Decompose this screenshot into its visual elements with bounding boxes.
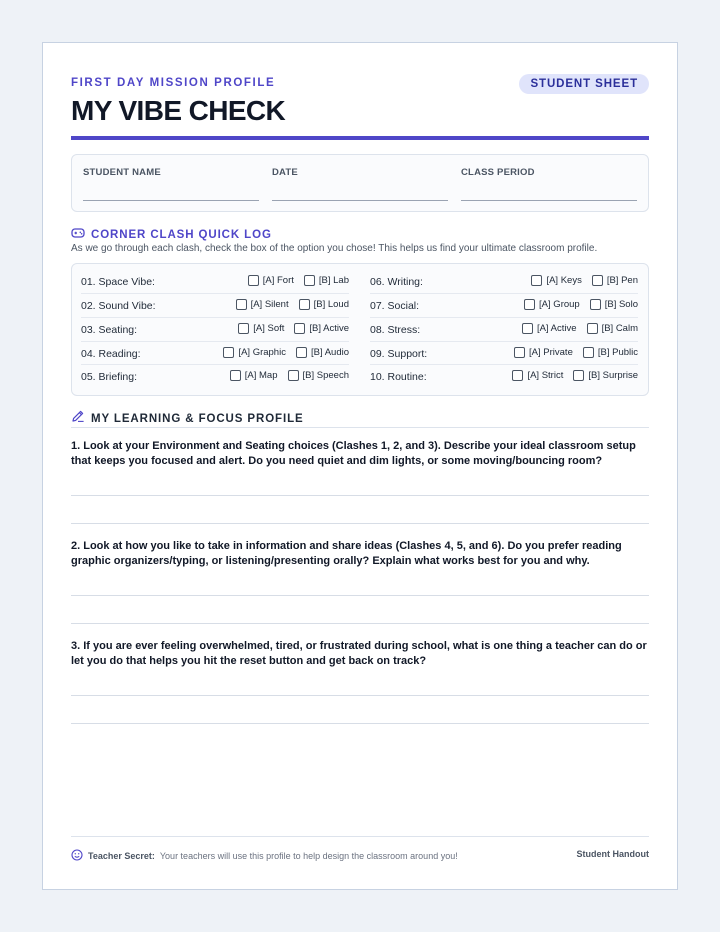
footer-divider	[71, 836, 649, 837]
option-b-label: [B] Lab	[318, 275, 349, 286]
clash-question: 10. Routine:	[370, 371, 427, 383]
option-b[interactable]	[294, 323, 349, 334]
quick-log-row	[370, 321, 638, 341]
worksheet-page	[42, 42, 678, 890]
row-divider	[81, 364, 349, 365]
date-label: DATE	[272, 167, 298, 178]
option-b[interactable]	[288, 370, 349, 381]
footer-note	[71, 849, 458, 863]
option-a-label: [A] Map	[244, 370, 278, 381]
option-a-checkbox[interactable]	[230, 370, 241, 381]
option-b-checkbox[interactable]	[592, 275, 603, 286]
option-a-label: [A] Graphic	[238, 347, 286, 358]
student-name-label: STUDENT NAME	[83, 167, 161, 178]
option-a[interactable]	[531, 275, 581, 286]
option-b-label: [B] Audio	[310, 347, 349, 358]
student-sheet-badge: STUDENT SHEET	[519, 74, 649, 94]
clash-options	[230, 370, 349, 381]
quick-log-title: CORNER CLASH QUICK LOG	[91, 229, 272, 241]
option-b[interactable]	[583, 347, 638, 358]
option-b-checkbox[interactable]	[573, 370, 584, 381]
option-a-label: [A] Group	[539, 299, 580, 310]
option-b[interactable]	[304, 275, 349, 286]
student-name-field[interactable]	[83, 167, 259, 178]
gamepad-icon	[71, 226, 85, 244]
quick-log-row	[81, 297, 349, 317]
clash-question: 03. Seating:	[81, 324, 138, 336]
title-divider	[71, 136, 649, 140]
date-field[interactable]	[272, 167, 448, 178]
row-divider	[370, 341, 638, 342]
option-a-label: [A] Fort	[262, 275, 294, 286]
row-divider	[370, 364, 638, 365]
quick-log-heading	[71, 226, 272, 244]
clash-options	[531, 275, 638, 286]
option-b-checkbox[interactable]	[296, 347, 307, 358]
row-divider	[81, 293, 349, 294]
option-a-checkbox[interactable]	[522, 323, 533, 334]
clash-options	[512, 370, 638, 381]
clash-options	[238, 323, 349, 334]
class-period-line	[461, 200, 637, 201]
option-b-checkbox[interactable]	[590, 299, 601, 310]
option-a-checkbox[interactable]	[531, 275, 542, 286]
option-a-label: [A] Soft	[253, 323, 285, 334]
answer-line[interactable]	[71, 723, 649, 724]
option-b[interactable]	[299, 299, 349, 310]
option-b-checkbox[interactable]	[288, 370, 299, 381]
quick-log-box	[71, 263, 649, 396]
profile-title: MY LEARNING & FOCUS PROFILE	[91, 412, 304, 425]
option-a-label: [A] Strict	[527, 370, 564, 381]
question-1: 1. Look at your Environment and Seating choices (Clashes 1, 2, and 3). Describe your ideal classroom setup that keeps you focused and alert. Do you need quiet and dim lights, or some moving/bouncing room?	[71, 440, 636, 467]
option-b-label: [B] Speech	[302, 370, 349, 381]
option-b-checkbox[interactable]	[299, 299, 310, 310]
option-b[interactable]	[592, 275, 638, 286]
option-a[interactable]	[236, 299, 289, 310]
page-title: MY VIBE CHECK	[71, 95, 286, 126]
option-a[interactable]	[524, 299, 580, 310]
class-period-field[interactable]	[461, 167, 637, 178]
clash-question: 06. Writing:	[370, 276, 423, 288]
answer-line[interactable]	[71, 695, 649, 696]
quick-log-row	[370, 273, 638, 293]
footer-handout-label: Student Handout	[576, 849, 649, 859]
question-3: 3. If you are ever feeling overwhelmed, tired, or frustrated during school, what is one thing a teacher can do or let you do that helps you hit the reset button and get back on track?	[71, 640, 647, 667]
profile-heading	[71, 409, 304, 428]
class-period-label: CLASS PERIOD	[461, 167, 535, 178]
pencil-icon	[71, 409, 85, 428]
row-divider	[370, 293, 638, 294]
smiley-icon	[71, 849, 83, 863]
answer-line[interactable]	[71, 523, 649, 524]
clash-question: 07. Social:	[370, 300, 420, 312]
option-a-checkbox[interactable]	[524, 299, 535, 310]
quick-log-row	[81, 321, 349, 341]
row-divider	[81, 317, 349, 318]
date-line	[272, 200, 448, 201]
option-a[interactable]	[512, 370, 563, 381]
option-a-checkbox[interactable]	[223, 347, 234, 358]
clash-question: 01. Space Vibe:	[81, 276, 155, 288]
answer-line[interactable]	[71, 495, 649, 496]
student-name-line	[83, 200, 259, 201]
option-b-label: [B] Loud	[313, 299, 349, 310]
clash-options	[248, 275, 349, 286]
answer-line[interactable]	[71, 595, 649, 596]
option-b-checkbox[interactable]	[587, 323, 598, 334]
row-divider	[81, 341, 349, 342]
option-b[interactable]	[587, 323, 638, 334]
clash-options	[236, 299, 349, 310]
student-info-box	[71, 154, 649, 212]
option-a-checkbox[interactable]	[512, 370, 523, 381]
profile-divider	[71, 427, 649, 428]
option-b-label: [B] Active	[309, 323, 349, 334]
clash-options	[223, 347, 349, 358]
option-a-label: [A] Silent	[250, 299, 289, 310]
option-a-label: [A] Active	[536, 323, 577, 334]
option-a-label: [A] Private	[529, 347, 573, 358]
option-b-checkbox[interactable]	[294, 323, 305, 334]
option-b[interactable]	[590, 299, 638, 310]
clash-options	[522, 323, 638, 334]
row-divider	[370, 317, 638, 318]
clash-question: 08. Stress:	[370, 324, 421, 336]
answer-line[interactable]	[71, 623, 649, 624]
clash-question: 04. Reading:	[81, 348, 141, 360]
option-b-label: [B] Pen	[606, 275, 638, 286]
clash-question: 05. Briefing:	[81, 371, 138, 383]
option-a[interactable]	[230, 370, 278, 381]
teacher-secret-label: Teacher Secret:	[88, 851, 155, 861]
option-b-label: [B] Solo	[604, 299, 638, 310]
teacher-secret-text: Your teachers will use this profile to help design the classroom around you!	[159, 851, 458, 861]
option-b-label: [B] Public	[597, 347, 638, 358]
option-a[interactable]	[522, 323, 577, 334]
option-b-label: [B] Surprise	[588, 370, 638, 381]
quick-log-row	[370, 368, 638, 388]
quick-log-row	[370, 297, 638, 317]
option-b[interactable]	[296, 347, 349, 358]
option-b[interactable]	[573, 370, 638, 381]
option-a-checkbox[interactable]	[514, 347, 525, 358]
clash-question: 02. Sound Vibe:	[81, 300, 156, 312]
question-2: 2. Look at how you like to take in information and share ideas (Clashes 4, 5, and 6). Do you prefer reading graphic organizers/typing, or listening/presenting orally? Explain what works best for you and why.	[71, 540, 622, 567]
page-eyebrow: FIRST DAY MISSION PROFILE	[71, 77, 276, 89]
quick-log-row	[370, 345, 638, 365]
option-a[interactable]	[238, 323, 284, 334]
option-b-checkbox[interactable]	[304, 275, 315, 286]
option-a[interactable]	[223, 347, 286, 358]
option-a[interactable]	[514, 347, 573, 358]
quick-log-row	[81, 368, 349, 388]
option-a-label: [A] Keys	[546, 275, 582, 286]
option-a-checkbox[interactable]	[238, 323, 249, 334]
clash-options	[514, 347, 638, 358]
quick-log-row	[81, 273, 349, 293]
option-a[interactable]	[248, 275, 294, 286]
quick-log-description: As we go through each clash, check the box of the option you chose! This helps us find your ultimate classroom profile.	[71, 243, 598, 254]
clash-options	[524, 299, 638, 310]
quick-log-row	[81, 345, 349, 365]
option-a-checkbox[interactable]	[236, 299, 247, 310]
option-b-checkbox[interactable]	[583, 347, 594, 358]
option-b-label: [B] Calm	[601, 323, 638, 334]
clash-question: 09. Support:	[370, 348, 428, 360]
option-a-checkbox[interactable]	[248, 275, 259, 286]
